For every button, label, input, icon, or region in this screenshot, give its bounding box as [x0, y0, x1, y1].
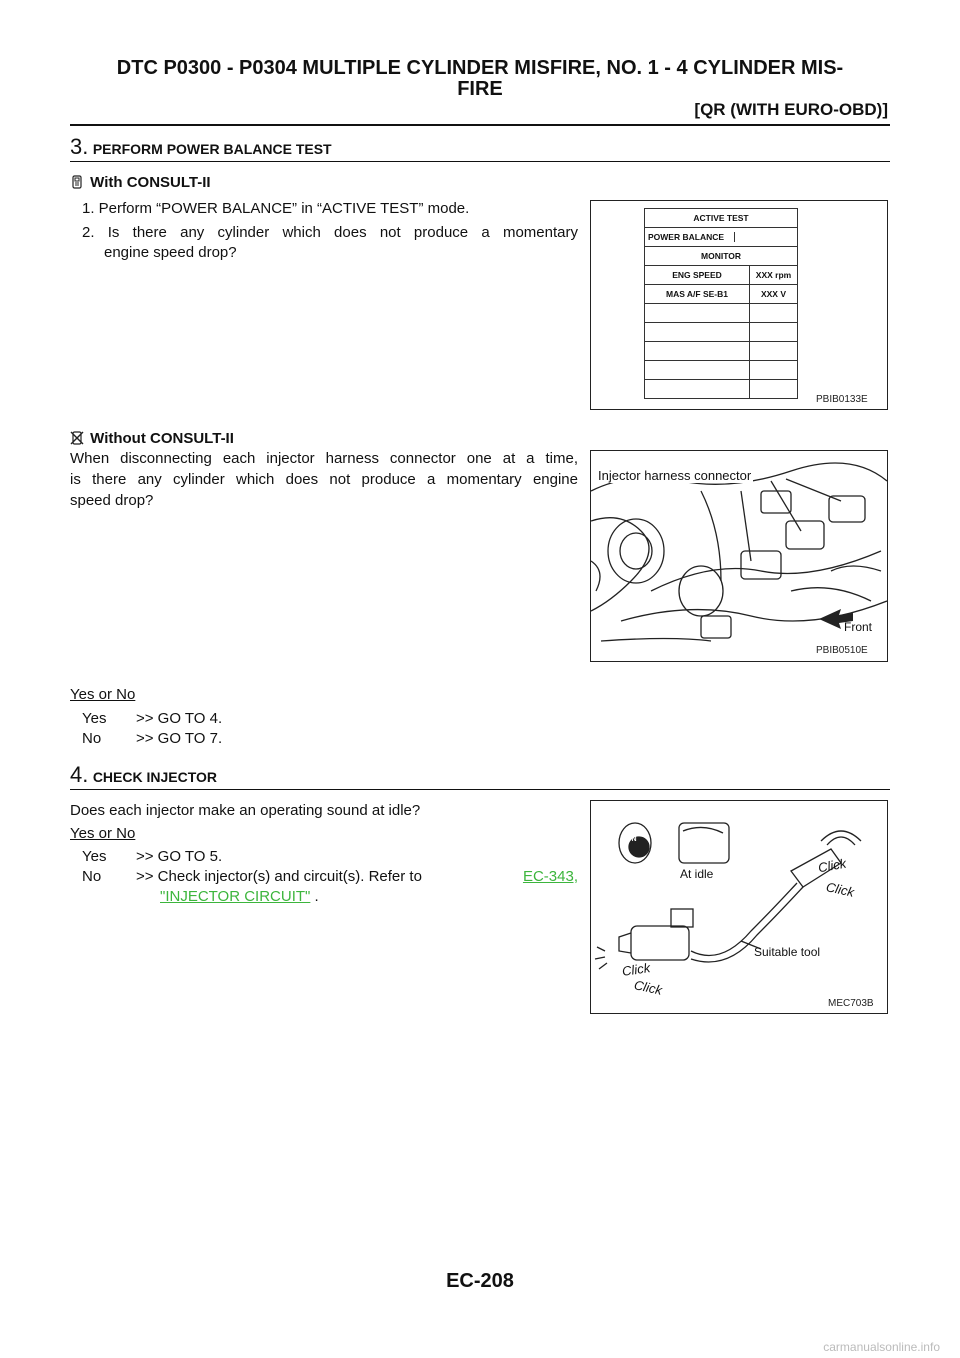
step3-item2-line1: 2. Is there any cylinder which does not produce a momentary [82, 224, 578, 241]
link-injector-circuit[interactable]: "INJECTOR CIRCUIT" [160, 888, 311, 905]
consult-tester-icon [70, 175, 84, 189]
consult-row-power-balance: POWER BALANCE [645, 228, 798, 247]
step4-link-line2 [160, 886, 319, 907]
consult-mas-value: XXX V [750, 285, 798, 304]
consult-row-monitor: MONITOR [645, 247, 798, 266]
step4-title: CHECK INJECTOR [92, 769, 218, 785]
at-idle-label: At idle [680, 867, 714, 881]
consult-eng-speed: ENG SPEED [645, 266, 750, 285]
step4-yes-or-no: Yes or No [70, 825, 136, 842]
page-title-line2: FIRE [457, 78, 503, 100]
suitable-tool-label: Suitable tool [754, 945, 821, 959]
front-label: Front [844, 620, 873, 634]
step3-number: 3. [70, 134, 89, 159]
step3-yes-value: >> GO TO 4. [136, 710, 223, 727]
step3-no-key: No [82, 730, 102, 747]
without-consult-line [70, 428, 234, 449]
figure2-code: PBIB0510E [816, 645, 868, 656]
consult-mas: MAS A/F SE-B1 [645, 285, 750, 304]
without-consult-label: Without CONSULT-II [90, 430, 234, 447]
key-on-label: ON [626, 836, 637, 843]
step4-rule [70, 789, 890, 790]
step4-number: 4. [70, 762, 89, 787]
consult-eng-speed-value: XXX rpm [750, 266, 798, 285]
consult-row-active-test: ACTIVE TEST [645, 209, 798, 228]
consult-screen-table [644, 208, 798, 399]
header-rule [70, 124, 890, 126]
click-label-2: Click [824, 879, 856, 900]
step4-no-value: >> Check injector(s) and circuit(s). Refer to [136, 868, 422, 885]
without-text-line1: When disconnecting each injector harness connector one at a time, [70, 450, 578, 467]
figure1-code: PBIB0133E [816, 394, 868, 405]
without-text-line3: speed drop? [70, 492, 154, 509]
click-label-1: Click [816, 855, 848, 876]
step4-yes-key: Yes [82, 848, 107, 865]
injector-harness-label: Injector harness connector [598, 468, 752, 483]
with-consult-line [70, 172, 211, 193]
page-number: EC-208 [446, 1270, 514, 1292]
step4-heading [70, 762, 217, 788]
link-ec-343[interactable]: EC-343, [522, 868, 578, 885]
click-label-4: Click [632, 977, 664, 998]
step3-rule [70, 161, 890, 162]
step3-yes-key: Yes [82, 710, 107, 727]
step4-no-value-line [136, 866, 578, 887]
figure3-code: MEC703B [828, 998, 874, 1009]
step3-no-value: >> GO TO 7. [136, 730, 223, 747]
with-consult-label: With CONSULT-II [90, 174, 211, 191]
page-subtitle: [QR (WITH EURO-OBD)] [694, 100, 888, 119]
step3-yes-or-no: Yes or No [70, 686, 136, 703]
step4-question: Does each injector make an operating sound at idle? [70, 802, 421, 819]
step3-title: PERFORM POWER BALANCE TEST [92, 141, 332, 157]
step3-item1: 1. Perform “POWER BALANCE” in “ACTIVE TEST” mode. [82, 200, 470, 217]
click-label-3: Click [621, 960, 652, 979]
step4-no-key: No [82, 868, 102, 885]
page-title-line1: DTC P0300 - P0304 MULTIPLE CYLINDER MISFIRE, NO. 1 - 4 CYLINDER MIS- [116, 57, 844, 79]
no-consult-icon [70, 431, 84, 445]
step3-item2-line2: engine speed drop? [104, 244, 237, 261]
watermark: carmanualsonline.info [823, 1340, 940, 1354]
step4-yes-value: >> GO TO 5. [136, 848, 223, 865]
step4-tail: . [310, 888, 319, 905]
without-text-line2: is there any cylinder which does not produce a momentary engine [70, 471, 578, 488]
step3-heading [70, 134, 332, 160]
